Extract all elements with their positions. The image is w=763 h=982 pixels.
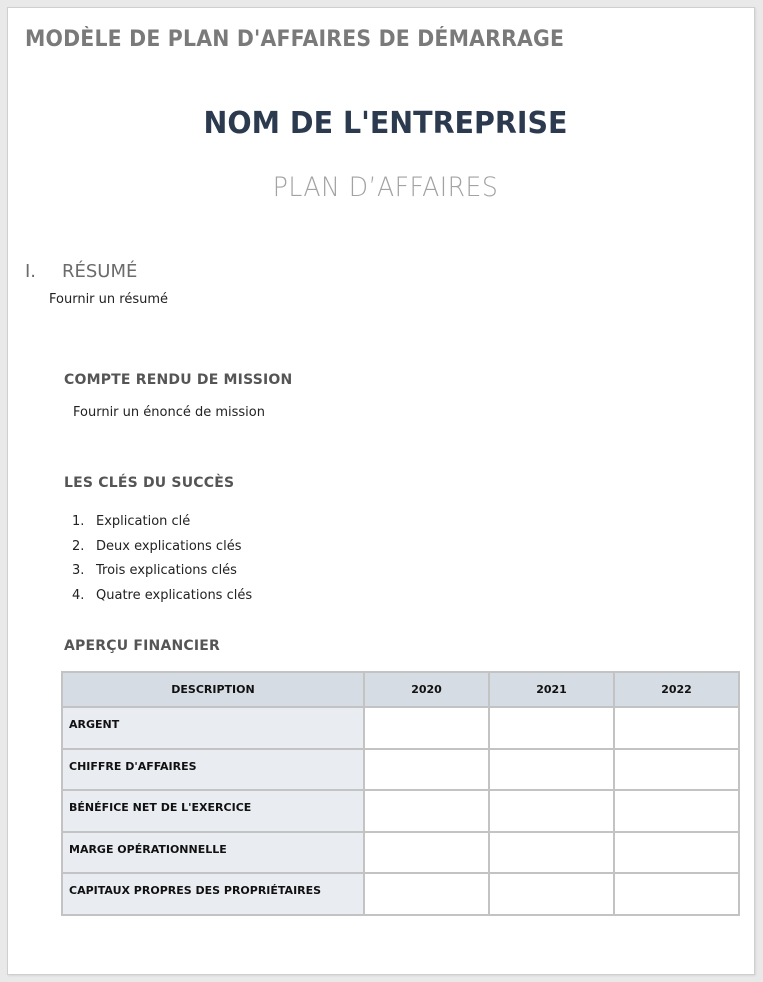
cell-2021[interactable] — [489, 832, 614, 874]
mission-heading: COMPTE RENDU DE MISSION — [64, 372, 293, 388]
table-row — [62, 832, 739, 874]
cell-2022[interactable] — [614, 749, 739, 791]
section-title: RÉSUMÉ — [62, 261, 138, 282]
keys-list — [64, 514, 252, 612]
cell-2020[interactable] — [364, 790, 489, 832]
section-number: I. — [25, 261, 37, 282]
row-label-marge-operationnelle: MARGE OPÉRATIONNELLE — [62, 832, 364, 874]
summary-placeholder[interactable]: Fournir un résumé — [49, 292, 168, 307]
cell-2020[interactable] — [364, 832, 489, 874]
cell-2020[interactable] — [364, 873, 489, 915]
table-row — [62, 707, 739, 749]
financial-heading: APERÇU FINANCIER — [64, 638, 221, 654]
column-header-2022: 2022 — [614, 672, 739, 707]
cell-2021[interactable] — [489, 873, 614, 915]
row-label-benefice-net: BÉNÉFICE NET DE L'EXERCICE — [62, 790, 364, 832]
cell-2021[interactable] — [489, 790, 614, 832]
plan-subtitle: PLAN D’AFFAIRES — [272, 172, 499, 203]
table-header-row — [62, 672, 739, 707]
list-item[interactable]: 3. Trois explications clés — [72, 563, 237, 578]
row-label-argent: ARGENT — [62, 707, 364, 749]
cell-2022[interactable] — [614, 707, 739, 749]
section-heading-summary — [25, 261, 137, 282]
cell-2021[interactable] — [489, 707, 614, 749]
cell-2022[interactable] — [614, 790, 739, 832]
list-item[interactable]: 2. Deux explications clés — [72, 538, 242, 554]
column-header-description: DESCRIPTION — [62, 672, 364, 707]
mission-placeholder[interactable]: Fournir un énoncé de mission — [73, 405, 265, 420]
table-row — [62, 790, 739, 832]
cell-2022[interactable] — [614, 873, 739, 915]
financial-table — [61, 671, 740, 916]
column-header-2021: 2021 — [489, 672, 614, 707]
cell-2021[interactable] — [489, 749, 614, 791]
table-row — [62, 749, 739, 791]
row-label-capitaux-propres: CAPITAUX PROPRES DES PROPRIÉTAIRES — [62, 873, 364, 915]
template-label: MODÈLE DE PLAN D'AFFAIRES DE DÉMARRAGE — [25, 27, 565, 52]
document-page — [7, 7, 755, 975]
list-item[interactable]: 1. Explication clé — [72, 514, 191, 529]
row-label-chiffre-affaires: CHIFFRE D'AFFAIRES — [62, 749, 364, 791]
cell-2020[interactable] — [364, 749, 489, 791]
cell-2020[interactable] — [364, 707, 489, 749]
keys-heading: LES CLÉS DU SUCCÈS — [64, 475, 235, 491]
cell-2022[interactable] — [614, 832, 739, 874]
table-row — [62, 873, 739, 915]
column-header-2020: 2020 — [364, 672, 489, 707]
list-item[interactable]: 4. Quatre explications clés — [72, 587, 253, 603]
company-name-title[interactable]: NOM DE L'ENTREPRISE — [203, 106, 568, 141]
